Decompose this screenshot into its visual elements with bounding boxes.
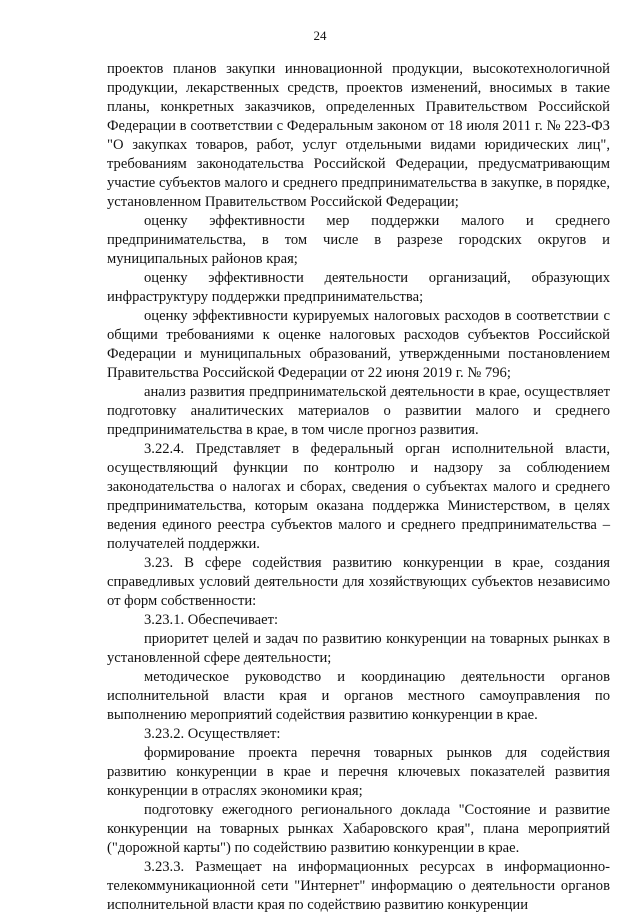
paragraph: приоритет целей и задач по развитию конкуренции на товарных рынках в установленной сфере деятельности; (107, 631, 610, 666)
paragraph: анализ развития предпринимательской деятельности в крае, осуществляет подготовку аналитических материалов о развитии малого и среднего предпринимательства в крае, в том числе прогноз развития. (107, 384, 610, 438)
paragraph: оценку эффективности мер поддержки малого и среднего предпринимательства, в том числе в разрезе городских округов и муниципальных районов края; (107, 213, 610, 267)
document-body (107, 60, 610, 915)
paragraph: 3.22.4. Представляет в федеральный орган исполнительной власти, осуществляющий функции по контролю и надзору за соблюдением законодательства о налогах и сборах, сведения о субъектах малого и среднего предпринимательства, которым оказана поддержка Министерством, в целях ведения единого реестра субъектов малого и среднего предпринимательства – получателей поддержки. (107, 441, 610, 552)
paragraph: 3.23.3. Размещает на информационных ресурсах в информационно-телекоммуникационной сети "Интернет" информацию о деятельности органов исполнительной власти края по содействию развитию конкуренции (107, 859, 610, 913)
paragraph: 3.23. В сфере содействия развитию конкуренции в крае, создания справедливых условий деятельности для хозяйствующих субъектов независимо от форм собственности: (107, 555, 610, 609)
paragraph: подготовку ежегодного регионального доклада "Состояние и развитие конкуренции на товарных рынках Хабаровского края", плана мероприятий ("дорожной карты") по содействию развитию конкуренции в крае. (107, 802, 610, 856)
paragraph: проектов планов закупки инновационной продукции, высокотехнологичной продукции, лекарственных средств, проектов изменений, вносимых в такие планы, конкретных заказчиков, определенных Правительством Российской Федерации в соответствии с Федеральным законом от 18 июля 2011 г. № 223-ФЗ "О закупках товаров, работ, услуг отдельными видами юридических лиц", требованиям законодательства Российской Федерации, предусматривающим участие субъектов малого и среднего предпринимательства в закупке, в порядке, установленном Правительством Российской Федерации; (107, 61, 610, 210)
paragraph: 3.23.2. Осуществляет: (144, 726, 281, 742)
paragraph: 3.23.1. Обеспечивает: (144, 612, 279, 628)
paragraph: оценку эффективности курируемых налоговых расходов в соответствии с общими требованиями к оценке налоговых расходов субъектов Российской Федерации и муниципальных образований, утвержденными постановлением Правительства Российской Федерации от 22 июня 2019 г. № 796; (107, 308, 610, 381)
paragraph: методическое руководство и координацию деятельности органов исполнительной власти края и органов местного самоуправления по выполнению мероприятий содействия развитию конкуренции в крае. (107, 669, 610, 723)
paragraph: оценку эффективности деятельности организаций, образующих инфраструктуру поддержки предпринимательства; (107, 270, 610, 305)
paragraph: формирование проекта перечня товарных рынков для содействия развитию конкуренции в крае и перечня ключевых показателей развития конкуренции в отраслях экономики края; (107, 745, 610, 799)
page-number: 24 (313, 28, 327, 43)
